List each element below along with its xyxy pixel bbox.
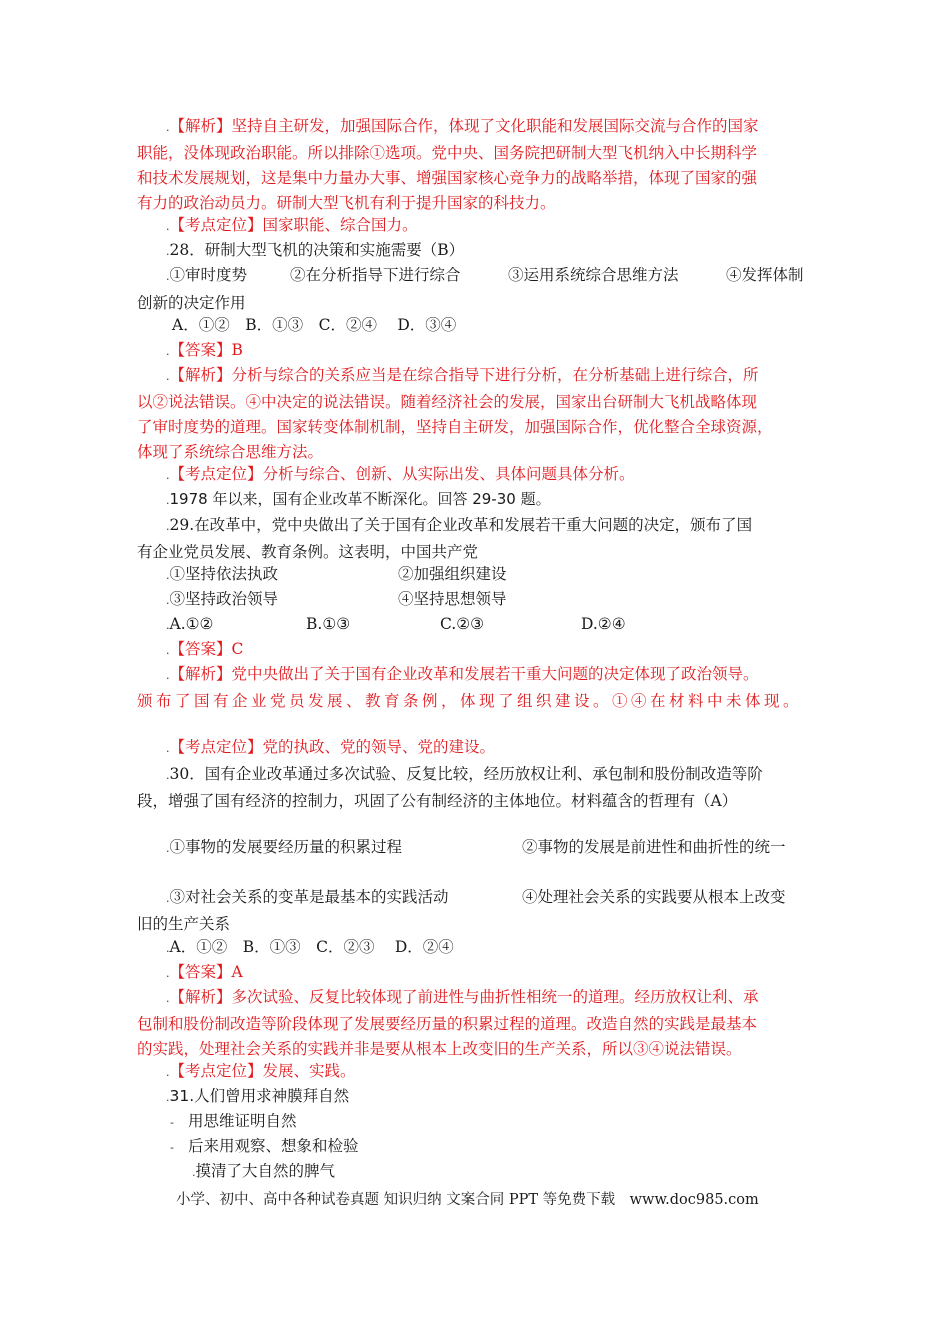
question-29-option-1: .①坚持依法执政 xyxy=(166,565,279,583)
analysis-30-line-2: 包制和股份制改造等阶段体现了发展要经历量的积累过程的道理。改造自然的实践是最基本 xyxy=(137,1015,758,1033)
question-29-choice-b: B.①③ xyxy=(306,615,351,633)
question-28-option-2: ②在分析指导下进行综合 xyxy=(290,266,461,284)
answer-29: .【答案】C xyxy=(166,640,244,658)
material-intro: .1978 年以来，国有企业改革不断深化。回答 29-30 题。 xyxy=(166,490,551,508)
analysis-28-line-4: 体现了系统综合思维方法。 xyxy=(137,443,324,461)
analysis-27-line-3: 和技术发展规划，这是集中力量办大事、增强国家核心竞争力的战略举措，体现了国家的强 xyxy=(137,169,758,187)
answer-30: .【答案】A xyxy=(166,963,243,981)
question-28-option-3: ③运用系统综合思维方法 xyxy=(508,266,679,284)
question-30-option-2: ②事物的发展是前进性和曲折性的统一 xyxy=(522,838,786,856)
analysis-29-line-1: .【解析】党中央做出了关于国有企业改革和发展若干重大问题的决定体现了政治领导。 xyxy=(166,665,759,683)
analysis-30-line-1: .【解析】多次试验、反复比较体现了前进性与曲折性相统一的道理。经历放权让利、承 xyxy=(166,988,759,1006)
question-28-option-1: .①审时度势 xyxy=(166,266,248,284)
question-29-stem-line-2: 有企业党员发展、教育条例。这表明，中国共产党 xyxy=(137,543,479,561)
question-28-option-4: ④发挥体制 xyxy=(726,266,804,284)
analysis-27-line-2: 职能，没体现政治职能。所以排除①选项。党中央、国务院把研制大型飞机纳入中长期科学 xyxy=(137,144,758,162)
analysis-27-line-4: 有力的政治动员力。研制大型飞机有利于提升国家的科技力。 xyxy=(137,194,556,212)
question-28-choices: A．①② B．①③ C．②④ D．③④ xyxy=(172,316,457,334)
question-30-option-1: .①事物的发展要经历量的积累过程 xyxy=(166,838,403,856)
question-31-line-1: .31.人们曾用求神膜拜自然 xyxy=(166,1087,350,1105)
kaodian-29: .【考点定位】党的执政、党的领导、党的建设。 xyxy=(166,738,496,756)
analysis-28-line-1: .【解析】分析与综合的关系应当是在综合指导下进行分析，在分析基础上进行综合，所 xyxy=(166,366,759,384)
footer-note: 小学、初中、高中各种试卷真题 知识归纳 文案合同 PPT 等免费下载 www.doc985.com xyxy=(176,1192,759,1208)
question-31-line-4: .摸清了大自然的脾气 xyxy=(192,1162,336,1180)
question-29-choice-c: C.②③ xyxy=(440,615,485,633)
kaodian-27: .【考点定位】国家职能、综合国力。 xyxy=(166,216,418,234)
analysis-29-line-2: 颁布了国有企业党员发展、教育条例，体现了组织建设。①④在材料中未体现。 xyxy=(137,692,803,710)
kaodian-28: .【考点定位】分析与综合、创新、从实际出发、具体问题具体分析。 xyxy=(166,465,635,483)
analysis-27-line-1: .【解析】坚持自主研发，加强国际合作，体现了文化职能和发展国际交流与合作的国家 xyxy=(166,117,759,135)
analysis-28-line-2: 以②说法错误。④中决定的说法错误。随着经济社会的发展，国家出台研制大飞机战略体现 xyxy=(137,393,758,411)
question-29-choice-d: D.②④ xyxy=(581,615,626,633)
question-31-line-2: - 用思维证明自然 xyxy=(170,1112,297,1130)
kaodian-30: .【考点定位】发展、实践。 xyxy=(166,1062,356,1080)
question-29-option-2: ②加强组织建设 xyxy=(398,565,507,583)
question-28-option-4-cont: 创新的决定作用 xyxy=(137,294,246,312)
question-28-stem: .28．研制大型飞机的决策和实施需要（B） xyxy=(166,241,465,259)
question-30-option-3: .③对社会关系的变革是最基本的实践活动 xyxy=(166,888,449,906)
question-31-line-3: - 后来用观察、想象和检验 xyxy=(170,1137,359,1155)
question-30-option-4: ④处理社会关系的实践要从根本上改变 xyxy=(522,888,786,906)
question-30-option-4-cont: 旧的生产关系 xyxy=(137,915,231,933)
analysis-28-line-3: 了审时度势的道理。国家转变体制机制，坚持自主研发，加强国际合作，优化整合全球资源， xyxy=(137,418,773,436)
question-29-option-4: ④坚持思想领导 xyxy=(398,590,507,608)
question-30-stem-line-1: .30．国有企业改革通过多次试验、反复比较，经历放权让利、承包制和股份制改造等阶 xyxy=(166,765,763,783)
answer-28: .【答案】B xyxy=(166,341,243,359)
question-30-stem-line-2: 段，增强了国有经济的控制力，巩固了公有制经济的主体地位。材料蕴含的哲理有（A） xyxy=(137,792,738,810)
question-29-choice-a: .A.①② xyxy=(166,615,214,633)
question-30-choices: .A．①② B．①③ C．②③ D．②④ xyxy=(166,938,454,956)
question-29-option-3: .③坚持政治领导 xyxy=(166,590,279,608)
analysis-30-line-3: 的实践，处理社会关系的实践并非是要从根本上改变旧的生产关系，所以③④说法错误。 xyxy=(137,1040,742,1058)
question-29-stem-line-1: .29.在改革中，党中央做出了关于国有企业改革和发展若干重大问题的决定，颁布了国 xyxy=(166,516,753,534)
